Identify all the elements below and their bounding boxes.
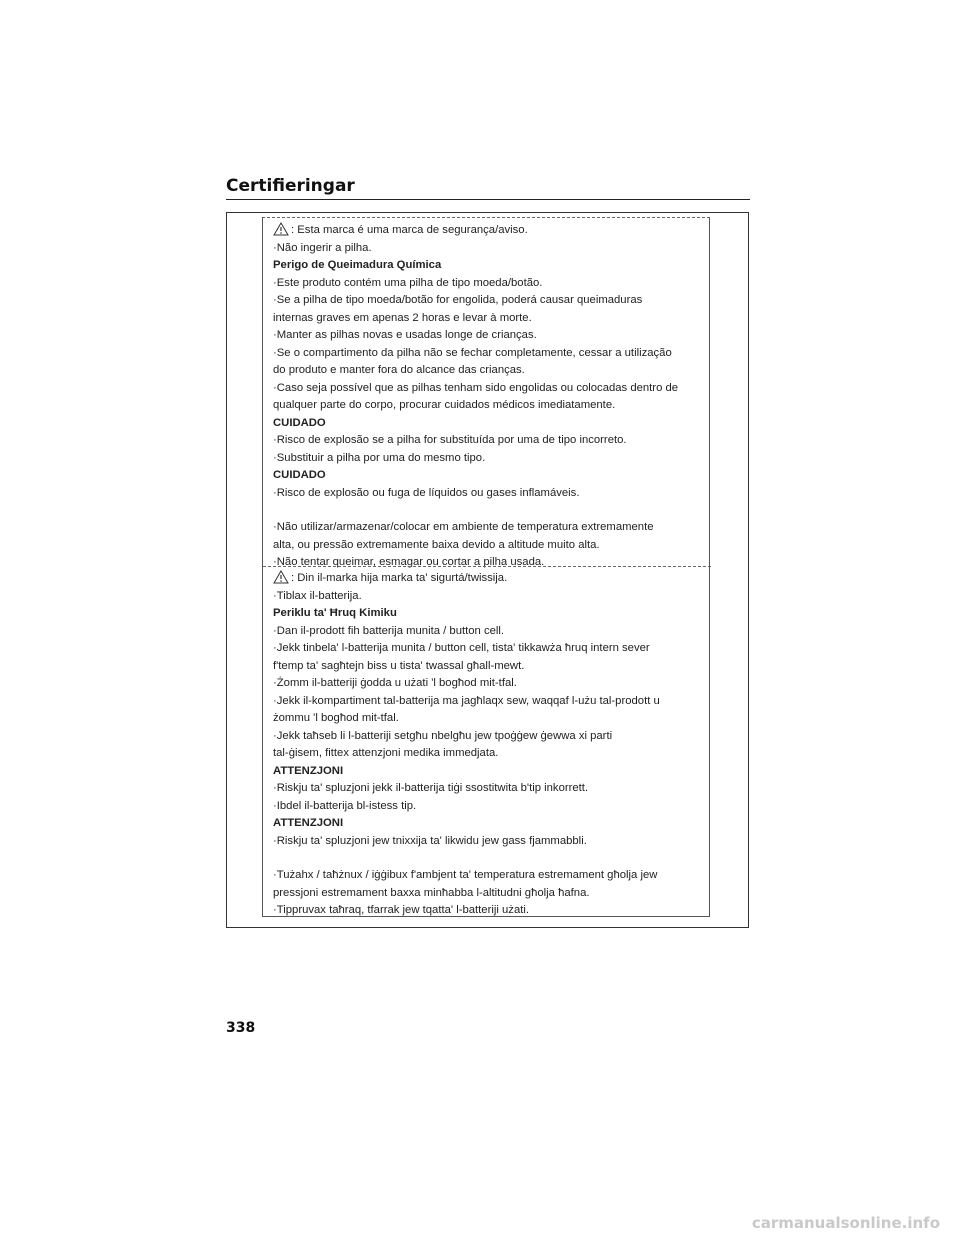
mt-text-line: ·Żomm il-batteriji ġodda u użati 'l bogħod mit-tfal. — [273, 677, 517, 689]
pt-text-line: internas graves em apenas 2 horas e levar à morte. — [273, 311, 532, 324]
mt-text-line: ·Riskju ta' spluzjoni jekk il-batterija tiġi ssostitwita b'tip inkorrett. — [273, 782, 589, 794]
mt-text-line: ATTENZJONI — [273, 764, 344, 777]
maltese-notice — [263, 570, 711, 918]
section-title: Certifieringar — [226, 176, 355, 196]
pt-warning-line — [273, 222, 705, 240]
pt-text-line: ·Não tentar queimar, esmagar ou cortar a pilha usada. — [273, 556, 545, 568]
mt-text-line: ·Dan il-prodott fih batterija munita / button cell. — [273, 624, 505, 637]
mt-warning-line — [273, 570, 705, 588]
watermark: carmanualsonline.info — [751, 1214, 940, 1232]
pt-text-line: ·Caso seja possível que as pilhas tenham sido engolidas ou colocadas dentro de — [273, 381, 679, 394]
mt-warning-text: : Din il-marka hija marka ta' sigurtá/twissija. — [291, 572, 508, 584]
mt-text-line: ·Ibdel il-batterija bl-istess tip. — [273, 799, 417, 812]
pt-text-line: ·Este produto contém uma pilha de tipo moeda/botão. — [273, 276, 543, 289]
mt-text-line: ·Jekk taħseb li l-batteriji setgħu nbelgħu jew tpoġġew ġewwa xi parti — [273, 729, 613, 742]
pt-text-line: ·Se a pilha de tipo moeda/botão for engolida, poderá causar queimaduras — [273, 294, 643, 306]
scanned-notice — [262, 217, 710, 917]
mt-text-line: ATTENZJONI — [273, 817, 344, 829]
page-number: 338 — [226, 1020, 256, 1036]
pt-text-line: do produto e manter fora do alcance das crianças. — [273, 364, 525, 376]
mt-text-line: ·Riskju ta' spluzjoni jew tnixxija ta' likwidu jew gass fjammabbli. — [273, 834, 587, 847]
mt-text-line: Periklu ta' Ħruq Kimiku — [273, 607, 397, 619]
pt-text-line: ·Risco de explosão se a pilha for substituída por uma de tipo incorreto. — [273, 434, 627, 446]
title-rule — [226, 199, 750, 200]
mt-text-line: pressjoni estremament baxxa minħabba l-altitudni għolja ħafna. — [273, 886, 590, 899]
pt-text-line: CUIDADO — [273, 416, 326, 429]
pt-text-line: ·Substituir a pilha por uma do mesmo tipo. — [273, 451, 486, 464]
pt-text-line: Perigo de Queimadura Química — [273, 259, 442, 271]
pt-text-line: ·Não ingerir a pilha. — [273, 241, 372, 254]
pt-text-line: qualquer parte do corpo, procurar cuidados médicos imediatamente. — [273, 399, 616, 411]
pt-lines — [273, 240, 705, 572]
pt-text-line: CUIDADO — [273, 469, 326, 481]
mt-text-line: ·Tużahx / taħżnux / iġġibux f'ambjent ta' temperatura estremament għolja jew — [273, 869, 658, 881]
portuguese-notice — [263, 222, 711, 566]
mt-lines — [273, 588, 705, 920]
pt-text-line: ·Risco de explosão ou fuga de líquidos ou gases inflamáveis. — [273, 486, 580, 499]
mt-text-line: żommu 'l bogħod mit-tfal. — [273, 712, 399, 724]
mt-text-line: tal-ġisem, fittex attenzjoni medika immedjata. — [273, 747, 499, 759]
pt-text-line: ·Não utilizar/armazenar/colocar em ambiente de temperatura extremamente — [273, 521, 654, 533]
mt-text-line: ·Tippruvax taħraq, tfarrak jew tqatta' l-batteriji użati. — [273, 904, 530, 916]
mt-text-line: f'temp ta' sagħtejn biss u tista' twassal għall-mewt. — [273, 659, 525, 672]
pt-text-line: alta, ou pressão extremamente baixa devido a altitude muito alta. — [273, 538, 600, 551]
pt-text-line: ·Se o compartimento da pilha não se fechar completamente, cessar a utilização — [273, 346, 672, 359]
warning-triangle-icon — [273, 570, 289, 584]
mt-text-line: ·Jekk il-kompartiment tal-batterija ma jagħlaqx sew, waqqaf l-użu tal-prodott u — [273, 694, 660, 707]
language-divider — [263, 566, 711, 567]
warning-triangle-icon — [273, 222, 289, 236]
pt-text-line: ·Manter as pilhas novas e usadas longe de crianças. — [273, 329, 537, 341]
mt-text-line: ·Tiblax il-batterija. — [273, 589, 362, 602]
mt-text-line: ·Jekk tinbela' l-batterija munita / button cell, tista' tikkawża ħruq intern sever — [273, 642, 650, 654]
pt-warning-text: : Esta marca é uma marca de segurança/aviso. — [291, 224, 528, 236]
